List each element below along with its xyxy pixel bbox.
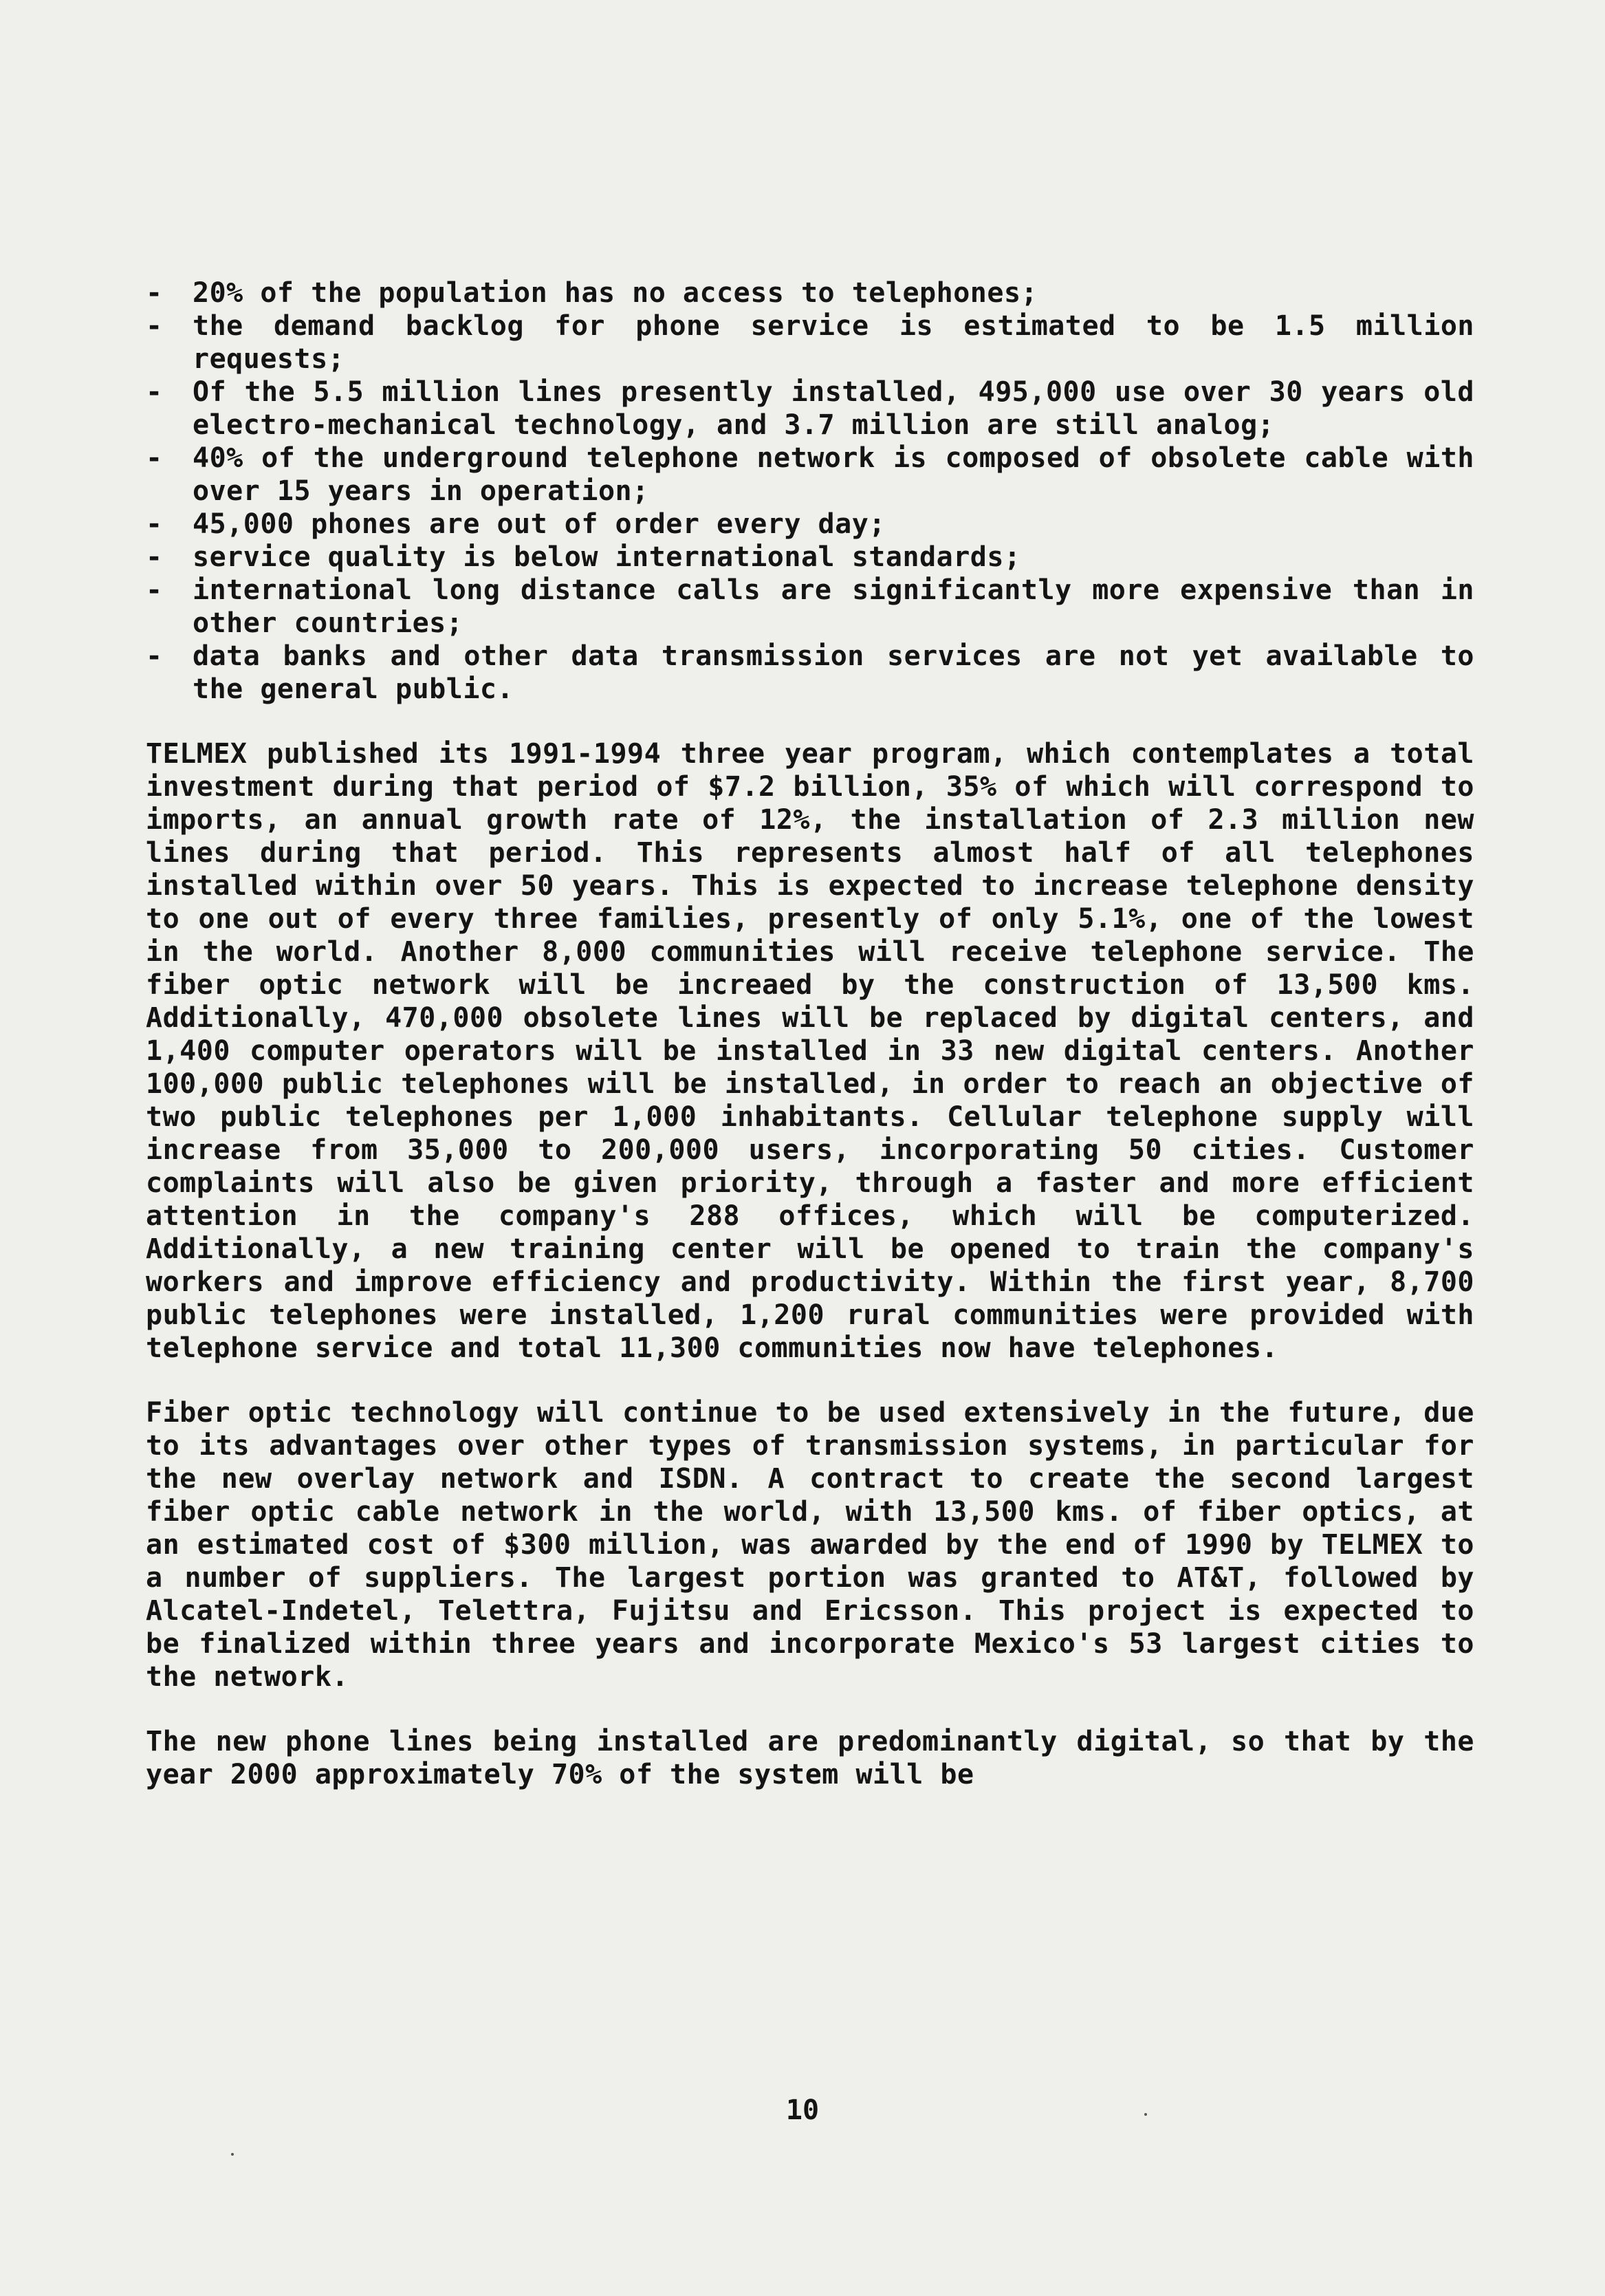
- bullet-dash: -: [146, 277, 163, 309]
- bullet-dash: -: [146, 376, 163, 408]
- bullet-text: service quality is below international standards;: [193, 541, 1021, 573]
- bullet-dash: -: [146, 541, 163, 573]
- bullet-dash: -: [146, 574, 163, 606]
- bullet-text: data banks and other data transmission services are not yet available to the general public.: [193, 640, 1474, 705]
- bullet-item: [146, 640, 1474, 706]
- bullet-text: Of the 5.5 million lines presently installed, 495,000 use over 30 years old electro-mechanical technology, and 3.7 million are still analog;: [193, 376, 1474, 441]
- scan-speck: [1144, 2113, 1147, 2116]
- bullet-dash: -: [146, 310, 163, 342]
- paragraph-telmex-program: TELMEX published its 1991-1994 three year program, which contemplates a total investment during that period of $7.2 billion, 35% of which will correspond to imports, an annual growth rate of 12%, the installation of 2.3 million new lines during that period. This represents almost half of all telephones installed within over 50 years. This is expected to increase telephone density to one out of every three families, presently of only 5.1%, one of the lowest in the world. Another 8,000 communities will receive telephone service. The fiber optic network will be increaed by the construction of 13,500 kms. Additionally, 470,000 obsolete lines will be replaced by digital centers, and 1,400 computer operators will be installed in 33 new digital centers. Another 100,000 public telephones will be installed, in order to reach an objective of two public telephones per 1,000 inhabitants. Cellular telephone supply will increase from 35,000 to 200,000 users, incorporating 50 cities. Customer complaints will also be given priority, through a faster and more efficient attention in the company's 288 offices, which will be computerized. Additionally, a new training center will be opened to train the company's workers and improve efficiency and productivity. Within the first year, 8,700 public telephones were installed, 1,200 rural communities were provided with telephone service and total 11,300 communities now have telephones.: [146, 738, 1474, 1364]
- bullet-item: [146, 574, 1474, 640]
- bullet-list: [146, 277, 1474, 706]
- bullet-text: the demand backlog for phone service is estimated to be 1.5 million requests;: [193, 310, 1474, 375]
- paragraph-fiber-optic: Fiber optic technology will continue to be used extensively in the future, due to its advantages over other types of transmission systems, in particular for the new overlay network and ISDN. A contract to create the second largest fiber optic cable network in the world, with 13,500 kms. of fiber optics, at an estimated cost of $300 million, was awarded by the end of 1990 by TELMEX to a number of suppliers. The largest portion was granted to AT&T, followed by Alcatel-Indetel, Telettra, Fujitsu and Ericsson. This project is expected to be finalized within three years and incorporate Mexico's 53 largest cities to the network.: [146, 1397, 1474, 1693]
- bullet-text: international long distance calls are significantly more expensive than in other countries;: [193, 574, 1474, 639]
- bullet-item: [146, 310, 1474, 376]
- bullet-text: 40% of the underground telephone network is composed of obsolete cable with over 15 years in operation;: [193, 442, 1474, 507]
- bullet-item: [146, 541, 1474, 574]
- bullet-dash: -: [146, 442, 163, 474]
- paragraph-digital-lines: The new phone lines being installed are predominantly digital, so that by the year 2000 approximately 70% of the system will be: [146, 1726, 1474, 1790]
- bullet-item: [146, 376, 1474, 442]
- page-body: [146, 277, 1474, 1791]
- bullet-text: 20% of the population has no access to telephones;: [193, 277, 1038, 309]
- bullet-text: 45,000 phones are out of order every day;: [193, 508, 886, 540]
- page-number: 10: [785, 2094, 820, 2126]
- bullet-dash: -: [146, 508, 163, 540]
- bullet-dash: -: [146, 640, 163, 672]
- bullet-item: [146, 277, 1474, 310]
- bullet-item: [146, 508, 1474, 541]
- scan-speck: [231, 2153, 234, 2156]
- bullet-item: [146, 442, 1474, 508]
